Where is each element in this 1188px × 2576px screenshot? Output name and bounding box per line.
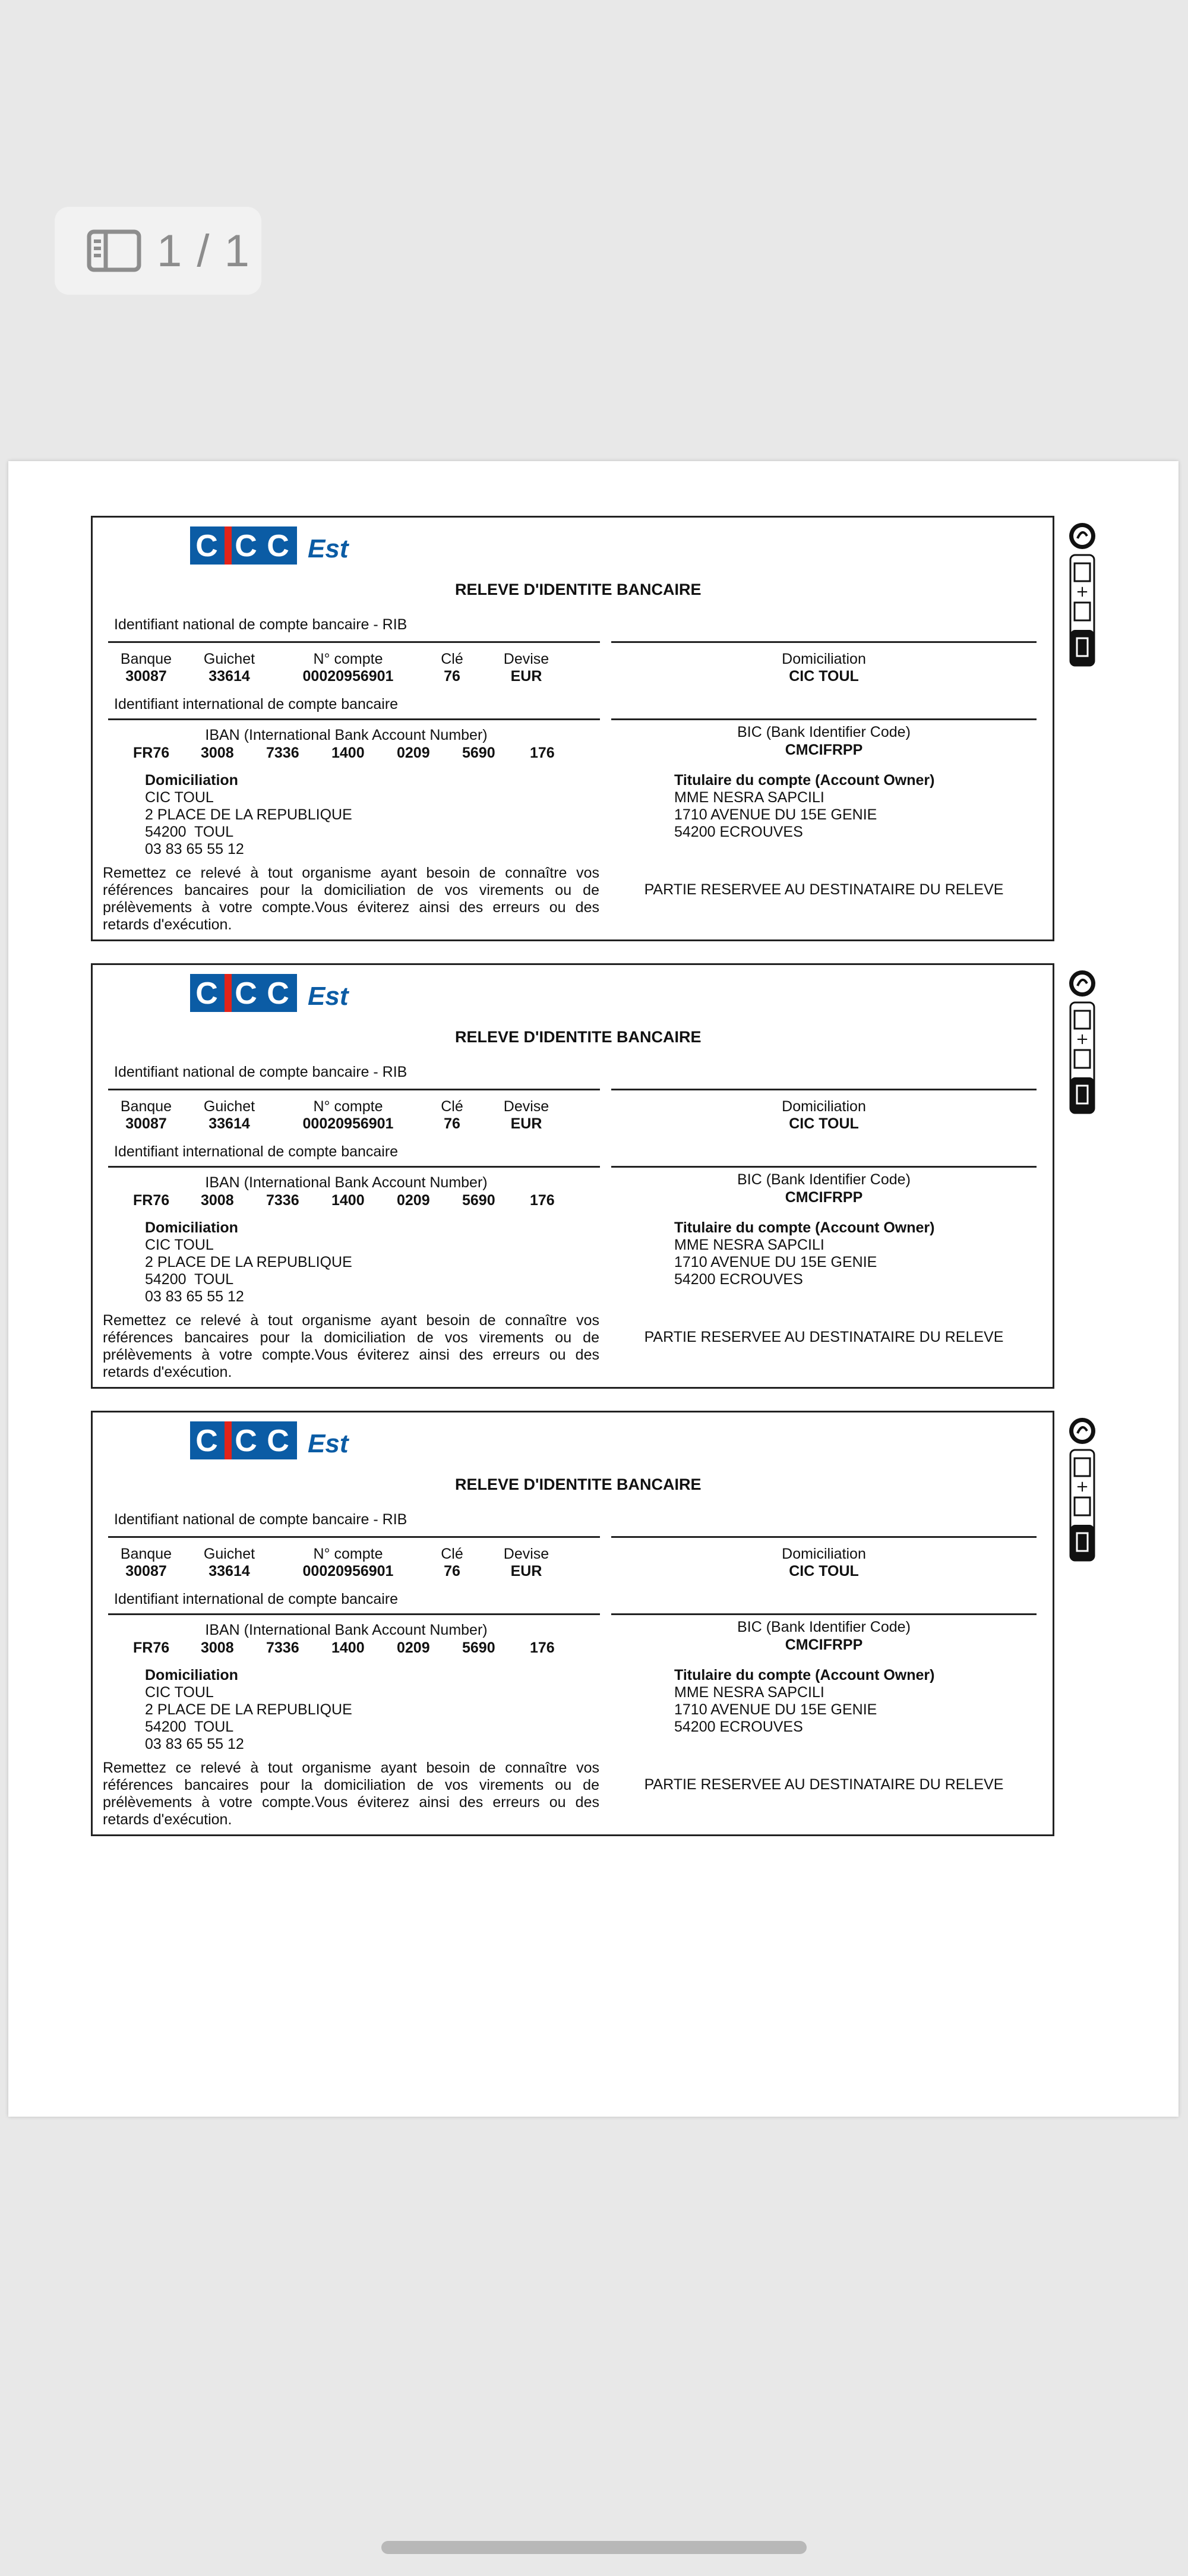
domiciliation: Domiciliation CIC TOUL <box>782 1546 866 1579</box>
recycling-instructions-icon <box>1064 521 1100 669</box>
iban-value: FR76 3008 7336 1400 0209 5690 176 <box>133 1639 555 1656</box>
international-id-label: Identifiant international de compte bancaire <box>114 1591 399 1607</box>
svg-text:+: + <box>1076 1478 1089 1496</box>
currency: Devise EUR <box>503 1546 549 1579</box>
svg-text:C: C <box>235 1424 257 1458</box>
divider <box>108 1536 600 1538</box>
svg-text:C: C <box>267 976 289 1011</box>
divider <box>108 1166 600 1168</box>
rib-key: Clé 76 <box>441 1546 463 1579</box>
divider <box>108 641 600 643</box>
currency: Devise EUR <box>503 1098 549 1132</box>
svg-text:C: C <box>267 529 289 563</box>
account-owner: Titulaire du compte (Account Owner) MME NESRA SAPCILI 1710 AVENUE DU 15E GENIE 54200 ECROUVES <box>674 772 935 840</box>
svg-text:C: C <box>195 529 218 563</box>
branch-address: Domiciliation CIC TOUL 2 PLACE DE LA REPUBLIQUE 54200 TOUL 03 83 65 55 12 <box>145 1667 352 1752</box>
recipient-reserved-note: PARTIE RESERVEE AU DESTINATAIRE DU RELEVE <box>644 1776 1004 1793</box>
bic: BIC (Bank Identifier Code) CMCIFRPP <box>737 1619 911 1653</box>
iban-value: FR76 3008 7336 1400 0209 5690 176 <box>133 745 555 761</box>
usage-note: Remettez ce relevé à tout organisme ayant besoin de connaître vos références bancaires pour la domiciliation de vos virements ou de prélèvements à votre compte.Vous éviterez ainsi des erreurs ou des retards d'exécution. <box>103 865 599 933</box>
account-owner: Titulaire du compte (Account Owner) MME NESRA SAPCILI 1710 AVENUE DU 15E GENIE 54200 ECROUVES <box>674 1219 935 1288</box>
international-id-label: Identifiant international de compte bancaire <box>114 1143 399 1160</box>
national-id-label: Identifiant national de compte bancaire - RIB <box>114 1511 407 1528</box>
iban-value: FR76 3008 7336 1400 0209 5690 176 <box>133 1192 555 1209</box>
recycling-instructions-icon <box>1064 1415 1100 1564</box>
account-number: N° compte 00020956901 <box>302 1546 394 1579</box>
iban-label: IBAN (International Bank Account Number) <box>205 727 488 743</box>
national-id-label: Identifiant national de compte bancaire - RIB <box>114 1064 407 1080</box>
divider <box>611 1613 1037 1615</box>
currency: Devise EUR <box>503 651 549 685</box>
svg-text:Est: Est <box>308 1429 349 1458</box>
branch-address: Domiciliation CIC TOUL 2 PLACE DE LA REPUBLIQUE 54200 TOUL 03 83 65 55 12 <box>145 772 352 857</box>
usage-note: Remettez ce relevé à tout organisme ayant besoin de connaître vos références bancaires pour la domiciliation de vos virements ou de prélèvements à votre compte.Vous éviterez ainsi des erreurs ou des retards d'exécution. <box>103 1312 599 1380</box>
divider <box>108 1613 600 1615</box>
account-number: N° compte 00020956901 <box>302 1098 394 1132</box>
cic-est-logo <box>190 972 356 1014</box>
branch-code: Guichet 33614 <box>203 1098 255 1132</box>
svg-text:+: + <box>1076 583 1089 601</box>
account-number: N° compte 00020956901 <box>302 651 394 685</box>
bank-code: Banque 30087 <box>120 1098 172 1132</box>
rib-title: RELEVE D'IDENTITE BANCAIRE <box>455 1475 702 1493</box>
account-owner: Titulaire du compte (Account Owner) MME NESRA SAPCILI 1710 AVENUE DU 15E GENIE 54200 ECROUVES <box>674 1667 935 1735</box>
divider <box>611 641 1037 643</box>
rib-card <box>91 516 1054 941</box>
international-id-label: Identifiant international de compte bancaire <box>114 696 399 712</box>
svg-text:C: C <box>195 976 218 1011</box>
divider <box>611 718 1037 720</box>
sidebar-icon <box>87 229 141 272</box>
page-counter-badge[interactable] <box>55 207 261 295</box>
rib-key: Clé 76 <box>441 651 463 685</box>
branch-address: Domiciliation CIC TOUL 2 PLACE DE LA REPUBLIQUE 54200 TOUL 03 83 65 55 12 <box>145 1219 352 1305</box>
svg-text:C: C <box>235 529 257 563</box>
svg-text:Est: Est <box>308 982 349 1011</box>
recipient-reserved-note: PARTIE RESERVEE AU DESTINATAIRE DU RELEVE <box>644 881 1004 898</box>
rib-card <box>91 1411 1054 1836</box>
domiciliation: Domiciliation CIC TOUL <box>782 1098 866 1132</box>
svg-text:C: C <box>267 1424 289 1458</box>
divider <box>108 1089 600 1090</box>
bic: BIC (Bank Identifier Code) CMCIFRPP <box>737 724 911 758</box>
cic-est-logo <box>190 524 356 567</box>
recycling-instructions-icon <box>1064 968 1100 1117</box>
domiciliation: Domiciliation CIC TOUL <box>782 651 866 685</box>
bank-code: Banque 30087 <box>120 651 172 685</box>
page-counter-text: 1 / 1 <box>157 225 251 276</box>
iban-label: IBAN (International Bank Account Number) <box>205 1174 488 1191</box>
branch-code: Guichet 33614 <box>203 1546 255 1579</box>
bank-code: Banque 30087 <box>120 1546 172 1579</box>
divider <box>108 718 600 720</box>
usage-note: Remettez ce relevé à tout organisme ayant besoin de connaître vos références bancaires pour la domiciliation de vos virements ou de prélèvements à votre compte.Vous éviterez ainsi des erreurs ou des retards d'exécution. <box>103 1760 599 1828</box>
rib-title: RELEVE D'IDENTITE BANCAIRE <box>455 581 702 598</box>
svg-text:Est: Est <box>308 534 349 563</box>
document-page <box>8 461 1178 2117</box>
divider <box>611 1536 1037 1538</box>
branch-code: Guichet 33614 <box>203 651 255 685</box>
rib-key: Clé 76 <box>441 1098 463 1132</box>
bic: BIC (Bank Identifier Code) CMCIFRPP <box>737 1171 911 1206</box>
svg-text:C: C <box>195 1424 218 1458</box>
rib-card <box>91 963 1054 1389</box>
iban-label: IBAN (International Bank Account Number) <box>205 1622 488 1638</box>
svg-text:C: C <box>235 976 257 1011</box>
cic-est-logo <box>190 1419 356 1462</box>
recipient-reserved-note: PARTIE RESERVEE AU DESTINATAIRE DU RELEVE <box>644 1329 1004 1345</box>
divider <box>611 1166 1037 1168</box>
divider <box>611 1089 1037 1090</box>
home-indicator[interactable] <box>381 2541 807 2554</box>
svg-text:+: + <box>1076 1030 1089 1048</box>
national-id-label: Identifiant national de compte bancaire - RIB <box>114 616 407 633</box>
rib-title: RELEVE D'IDENTITE BANCAIRE <box>455 1028 702 1046</box>
